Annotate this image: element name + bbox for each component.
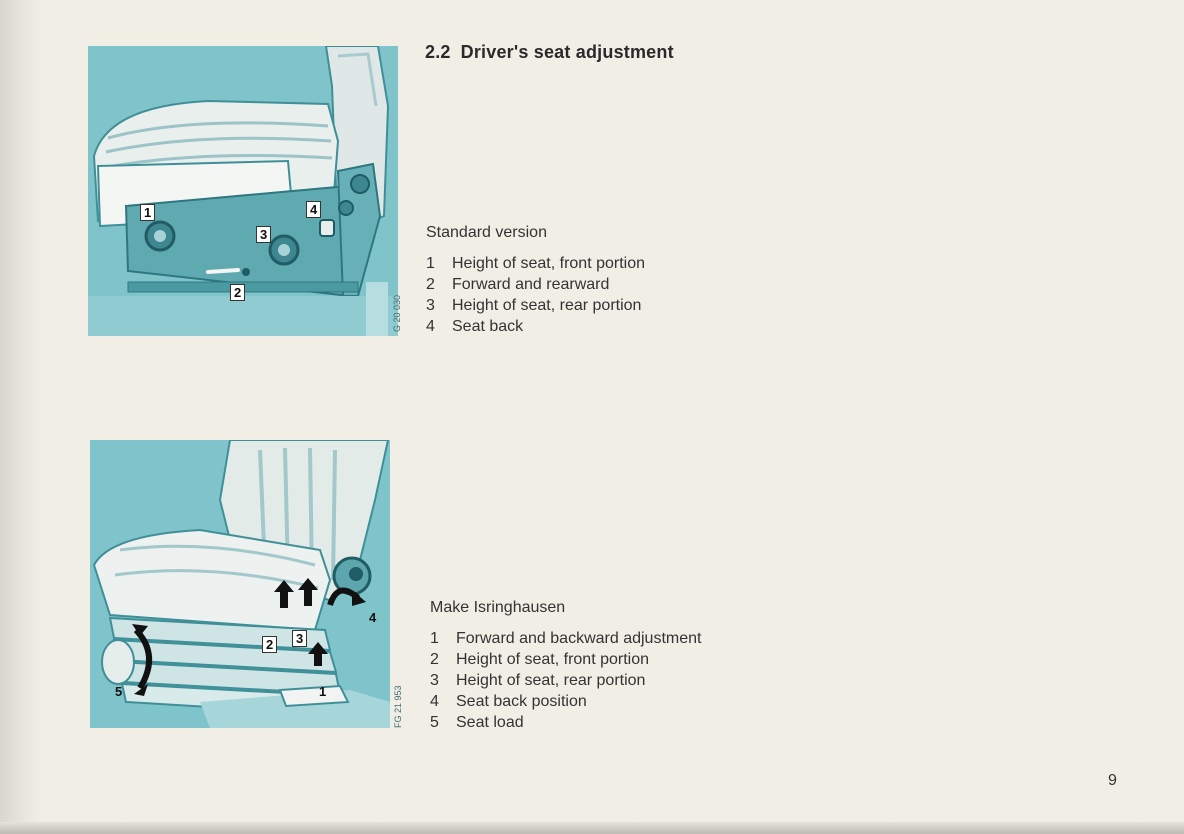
standard-seat-illustration: [88, 46, 398, 336]
isringhausen-seat-illustration: [90, 440, 390, 728]
list-item: 1 Forward and backward adjustment: [430, 630, 702, 647]
page-gutter: [0, 0, 42, 834]
callout-1: 1: [319, 684, 327, 699]
callout-4: 4: [369, 610, 377, 625]
callout-4: 4: [306, 201, 321, 218]
standard-version-label: Standard version: [426, 224, 547, 241]
section-title: Driver's seat adjustment: [460, 42, 674, 62]
page-bottom-edge: [0, 822, 1184, 834]
page-number: 9: [1108, 772, 1117, 789]
figure2-code: FG 21 953: [393, 685, 403, 728]
section-number: 2.2: [425, 42, 451, 62]
list-item: 5 Seat load: [430, 714, 524, 731]
isringhausen-list: [430, 628, 701, 733]
section-heading: [425, 42, 674, 63]
callout-1: 1: [140, 204, 155, 221]
callout-3: 3: [256, 226, 271, 243]
callout-2: 2: [262, 636, 277, 653]
figure1-code: G 20 030: [392, 294, 402, 332]
list-item: 3 Height of seat, rear portion: [430, 672, 646, 689]
standard-version-list: [426, 253, 645, 337]
callout-2: 2: [230, 284, 245, 301]
list-item: 1 Height of seat, front portion: [426, 255, 645, 272]
list-item: 3 Height of seat, rear portion: [426, 297, 642, 314]
list-item: 4 Seat back: [426, 318, 524, 335]
callout-3: 3: [292, 630, 307, 647]
isringhausen-seat-drawing: [90, 440, 390, 728]
list-item: 4 Seat back position: [430, 693, 587, 710]
callout-5: 5: [115, 684, 123, 699]
list-item: 2 Height of seat, front portion: [430, 651, 649, 668]
list-item: 2 Forward and rearward: [426, 276, 610, 293]
isringhausen-label: Make Isringhausen: [430, 599, 566, 616]
